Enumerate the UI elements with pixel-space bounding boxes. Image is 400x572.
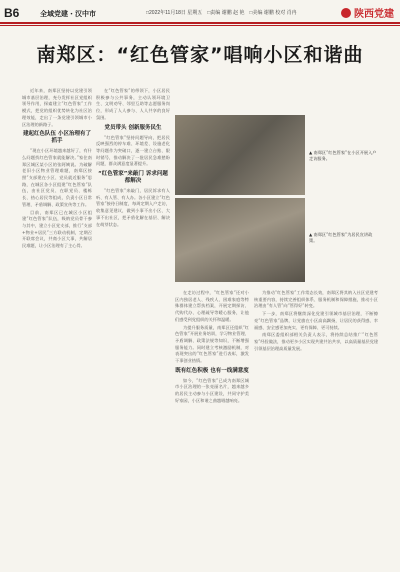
- article-column-1: [22, 88, 92, 558]
- paragraph: 下一步，南郑区将继续深化党建引领城市基层治理，不断擦亮“红色管家”品牌，让党旗在小区高高飘扬，让居民的获得感、幸福感、安全感更加充实、更有保障、更可持续。: [254, 311, 378, 330]
- article-column-3: [175, 290, 249, 558]
- photo-policy-talk: [175, 198, 305, 282]
- paragraph: 为推动“红色管家”工作常态长效，南郑区将其纳入社区党建考核重要内容，持续完善组织体系、服务机制和保障措施，推动小区治理由“有人管”向“管得好”转变。: [254, 290, 378, 309]
- paragraph: 近年来，南郑区坚持以党建引领城市基层治理，充分发挥社区党组织领导作用，探索建立“红色管家”工作模式，把党的组织优势转化为社区治理效能，走出了一条党建引领城市小区治理的新路子。: [22, 88, 92, 127]
- article-column-2: [96, 88, 170, 558]
- subheading: 建起红色队伍 小区治理有了抓手: [23, 131, 91, 145]
- paragraph: 南郑区委组织部相关负责人表示，将持续总结推广“红色管家”经验做法，推动更多小区实现共建共治共享，以高质量基层党建引领基层治理高质量发展。: [254, 332, 378, 351]
- page-header: [0, 0, 400, 22]
- subheading: 党员带头 创新服务民生: [104, 124, 162, 131]
- paragraph: 在“红色管家”的带领下，小区居民积极参与公共事务，主动认领环境卫生、文明劝导、邻里互助等志愿服务岗位，形成了人人参与、人人共享的良好氛围。: [96, 88, 170, 120]
- paragraph: 为提升服务质量，南郑区还组织“红色管家”开展业务培训，学习物业管理、矛盾调解、政策法规等知识，不断增强服务能力。同时建立考核激励机制，对表现突出的“红色管家”进行表彰，激发干事创业热情。: [175, 324, 249, 364]
- paragraph: “红色管家”坚持问题导向，把居民反映强烈的停车难、环境差、设施老化等问题作为突破口，逐一建立台账、限时销号，推动解决了一批居民急难愁盼问题，群众满意度显著提升。: [96, 134, 170, 167]
- photo-caption: ▲ 南郑区“红色管家”为居民宣讲政策。: [309, 232, 373, 243]
- photo-home-visit: [175, 115, 305, 195]
- header-rule: [0, 22, 400, 24]
- newspaper-logo: [341, 5, 394, 20]
- paragraph: 如今，“红色管家”已成为南郑区城市小区治理的一张亮丽名片，越来越多的居民主动参与小区建设，共同守护美好家园，小区和谐之曲越唱越响亮。: [175, 377, 249, 403]
- subheading: “红色管家”来敲门 诉求问题都解决: [98, 171, 168, 185]
- photo-caption: ▲ 南郑区“红色管家”在小区开展入户走访服务。: [309, 150, 377, 161]
- issue-meta: □2022年11月18日 星期五 □责编 谢鹏 赵 艳 □美编 谢鹏 校对 肖冉: [146, 10, 297, 16]
- logo-text: 陕西党建: [354, 9, 394, 20]
- page-number: B6: [4, 6, 20, 20]
- header-rule-thin: [0, 25, 400, 26]
- article-column-4: [254, 290, 378, 558]
- paragraph: 在走访过程中，“红色管家”还对小区内独居老人、残疾人、困难家庭等特殊群体建立帮扶档案，开展定期探访、代购代办、心理疏导等暖心服务，让他们感受到党组织的关怀和温暖。: [175, 290, 249, 322]
- paragraph: “现在小区环境越来越好了，有什么问题找红色管家就能解决。”家住南郑区城区某小区的张阿姨说。为破解老旧小区物业管理难题，南郑区按照“支部建在小区、党员就近服务”思路，在城区各小区组建“红色管家”队伍，由社区党员、在职党员、楼栋长、热心居民等组成，负责小区日常管理、矛盾调解、政策宣传等工作。: [22, 148, 92, 207]
- party-emblem-icon: [341, 8, 351, 18]
- article-headline: 南郑区：“红色管家”唱响小区和谐曲: [36, 44, 364, 66]
- paragraph: 目前，南郑区已在城区小区组建“红色管家”队伍，吸纳党员骨干参与其中，建立小区党支部，推行“支部+物业+居民”三方联动机制，定期召开联席会议，共商小区大事，共解居民难题，让小区治理有了主心骨。: [22, 209, 92, 249]
- section-title: 全域党建・汉中市: [40, 11, 96, 18]
- subheading: 既有红色积极 也有一线满意度: [175, 367, 249, 374]
- paragraph: “红色管家”来敲门，居民诉求有人听、有人管、有人办。各小区建立“红色管家”接待日制度，每周定期入户走访，收集意见建议，做到小事不出小区、大事不出社区，把矛盾化解在基层、解决在萌芽状态。: [96, 188, 170, 227]
